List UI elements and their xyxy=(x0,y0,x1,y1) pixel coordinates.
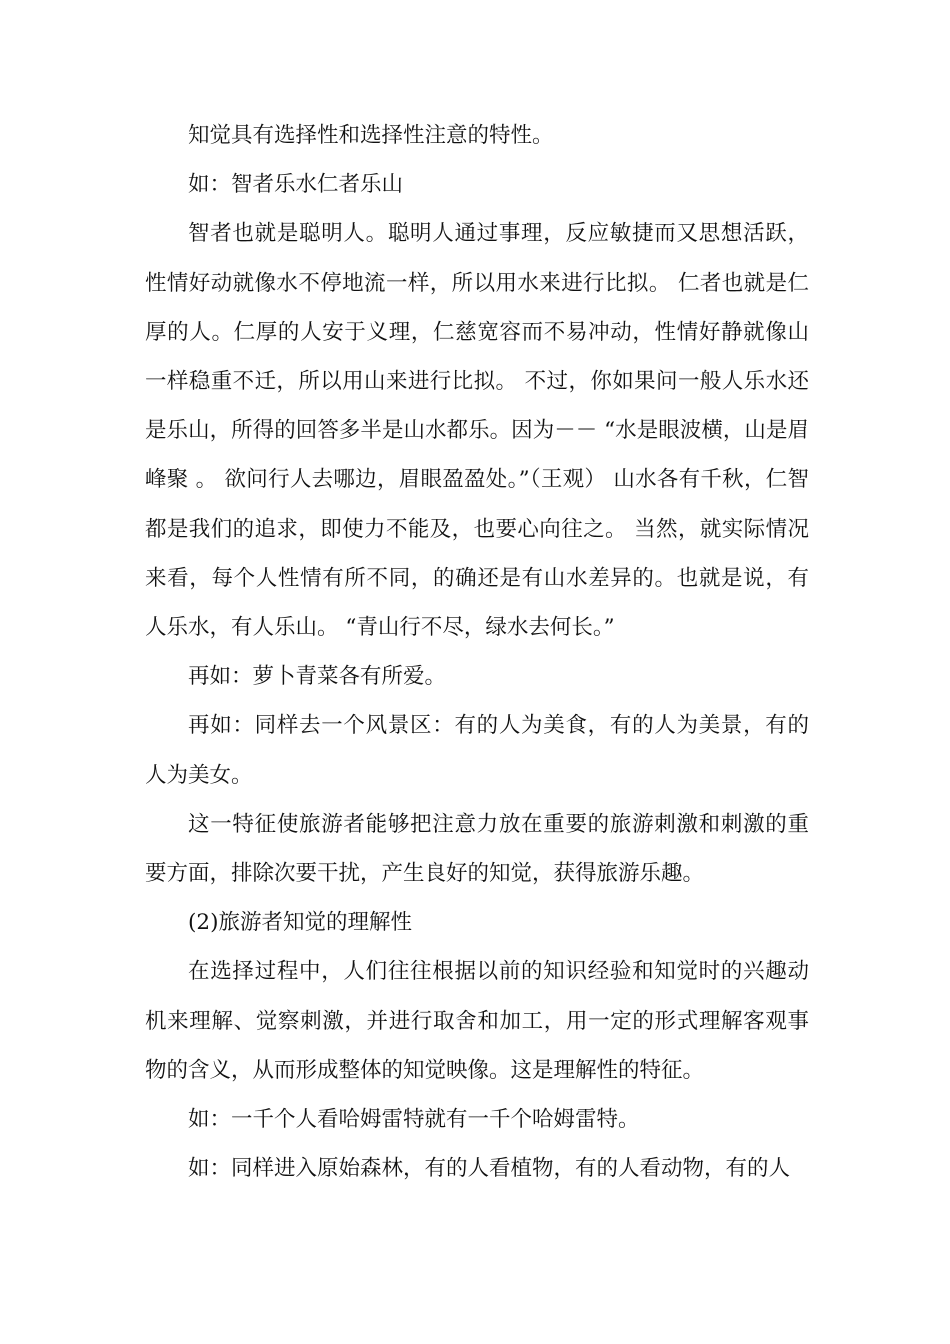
paragraph-wise-and-benevolent: 智者也就是聪明人。聪明人通过事理，反应敏捷而又思想活跃，性情好动就像水不停地流一样，所以用水来进行比拟。 仁者也就是仁厚的人。仁厚的人安于义理，仁慈宽容而不易冲动，性情好静就像山一样稳重不迁，所以用山来进行比拟。 不过，你如果问一般人乐水还是乐山，所得的回答多半是山水都乐。因为－－ “水是眼波横，山是眉峰聚 。 欲问行人去哪边，眉眼盈盈处。”（王观） 山水各有千秋，仁智都是我们的追求，即使力不能及，也要心向往之。 当然，就实际情况来看，每个人性情有所不同，的确还是有山水差异的。也就是说，有人乐水，有人乐山。 “青山行不尽，绿水去何长。” xyxy=(145,221,809,641)
paragraph-example-hamlet: 如：一千个人看哈姆雷特就有一千个哈姆雷特。 xyxy=(188,1107,640,1133)
paragraph-perception-selectivity: 知觉具有选择性和选择性注意的特性。 xyxy=(188,123,554,148)
section-heading-understanding: (2)旅游者知觉的理解性 xyxy=(188,910,412,936)
paragraph-feature-effect: 这一特征使旅游者能够把注意力放在重要的旅游刺激和刺激的重要方面，排除次要干扰，产生良好的知觉，获得旅游乐趣。 xyxy=(145,811,809,887)
paragraph-example-scenic-area: 再如：同样去一个风景区：有的人为美食，有的人为美景，有的人为美女。 xyxy=(145,713,809,788)
paragraph-example-forest: 如：同样进入原始森林，有的人看植物，有的人看动物，有的人 xyxy=(188,1156,791,1182)
paragraph-understanding-definition: 在选择过程中，人们往往根据以前的知识经验和知觉时的兴趣动机来理解、觉察刺激，并进行取舍和加工，用一定的形式理解客观事物的含义，从而形成整体的知觉映像。这是理解性的特征。 xyxy=(145,959,809,1083)
paragraph-example-wise-water: 如：智者乐水仁者乐山 xyxy=(188,172,404,198)
paragraph-example-radish: 再如：萝卜青菜各有所爱。 xyxy=(188,664,447,690)
document-body xyxy=(145,111,809,1193)
